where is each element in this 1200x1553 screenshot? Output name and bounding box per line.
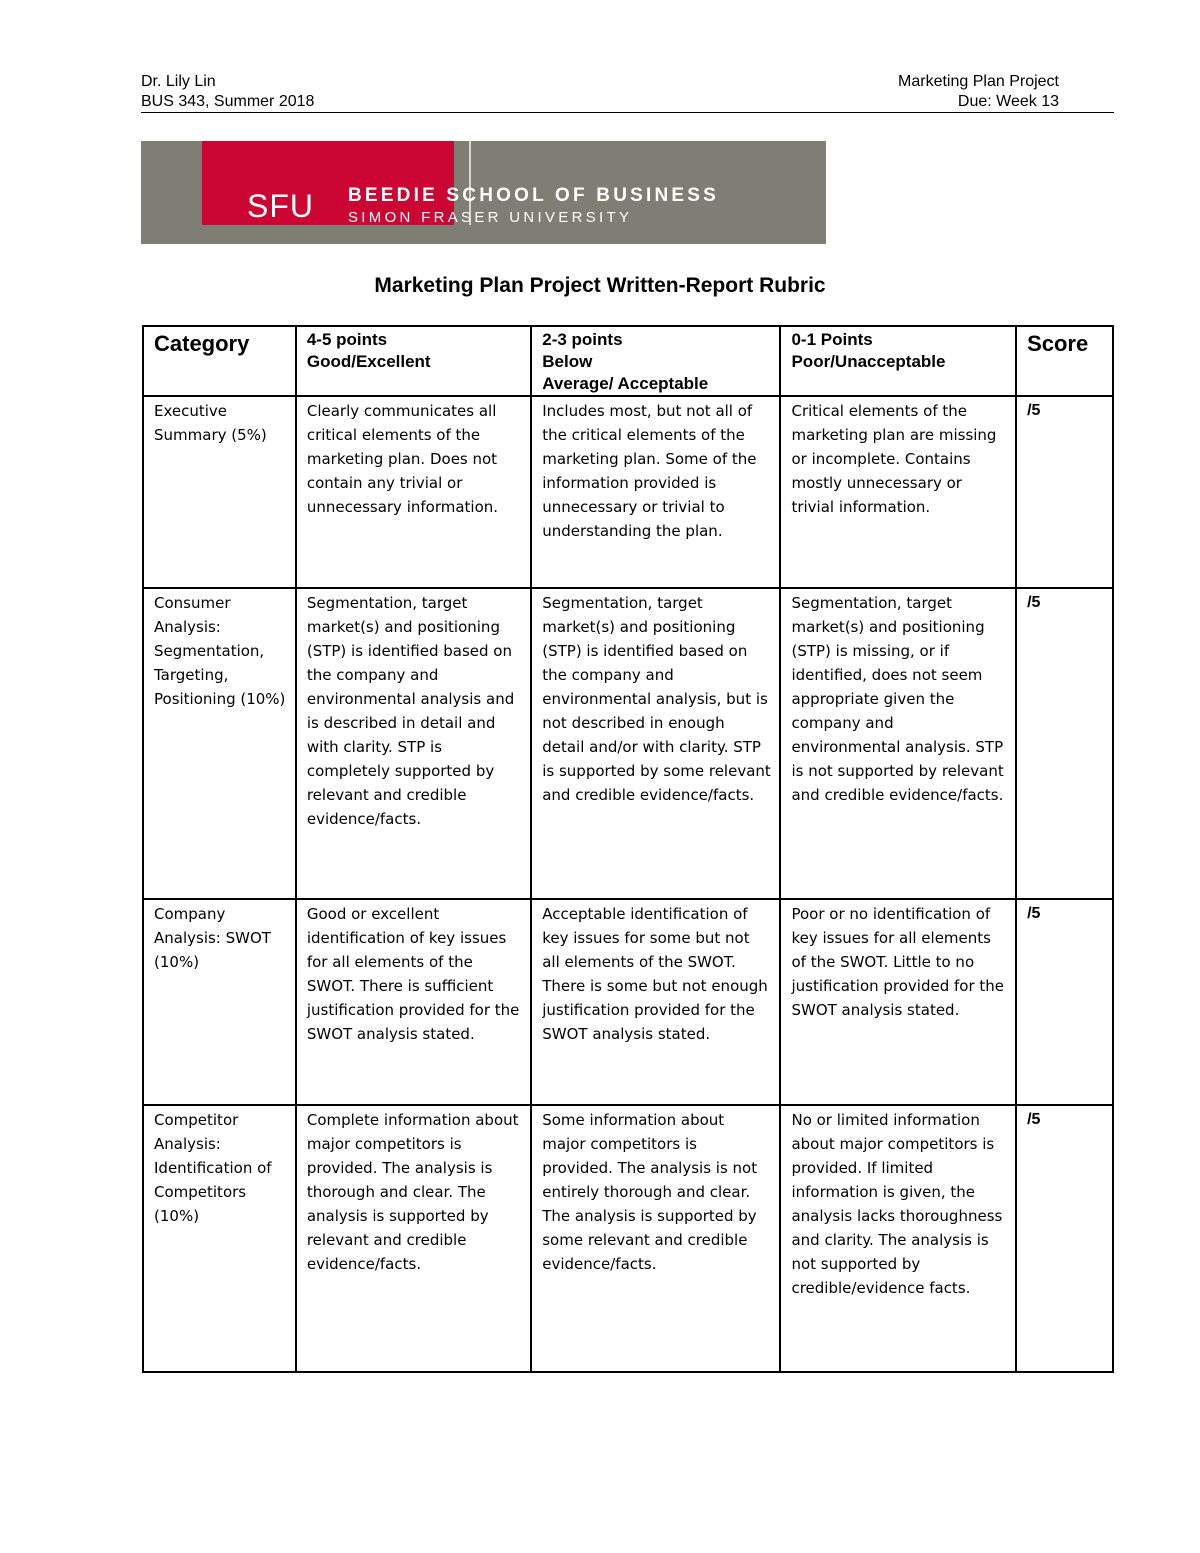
row-poor: Poor or no identification of key issues for all elements of the SWOT. Little to no justification provided for the SWOT analysis stated. xyxy=(780,899,1016,1105)
row-category: Company Analysis: SWOT (10%) xyxy=(143,899,296,1105)
table-row xyxy=(143,396,1113,588)
row-score: /5 xyxy=(1016,1105,1113,1372)
course-term: BUS 343, Summer 2018 xyxy=(141,93,315,110)
project-name: Marketing Plan Project xyxy=(898,73,1059,90)
header-good: 4-5 points Good/Excellent xyxy=(296,326,531,396)
school-name: BEEDIE SCHOOL OF BUSINESS xyxy=(348,185,720,206)
row-category: Executive Summary (5%) xyxy=(143,396,296,588)
rubric-table xyxy=(142,325,1114,1373)
header-poor: 0-1 Points Poor/Unacceptable xyxy=(780,326,1016,396)
header-score: Score xyxy=(1016,326,1113,396)
table-header-row xyxy=(143,326,1113,396)
due-date: Due: Week 13 xyxy=(957,93,1059,110)
row-below: Acceptable identification of key issues for some but not all elements of the SWOT. There is some but not enough justification provided for the SWOT analysis stated. xyxy=(531,899,780,1105)
header-below: 2-3 points Below Average/ Acceptable xyxy=(531,326,780,396)
row-category: Competitor Analysis: Identification of Competitors (10%) xyxy=(143,1105,296,1372)
sfu-logo-text: SFU xyxy=(247,188,314,224)
page-header xyxy=(141,70,1114,113)
header-category: Category xyxy=(143,326,296,396)
row-below: Segmentation, target market(s) and positioning (STP) is identified based on the company and environmental analysis, but is not described in enough detail and/or with clarity. STP is supported by some relevant and credible evidence/facts. xyxy=(531,588,780,899)
row-good: Complete information about major competitors is provided. The analysis is thorough and clear. The analysis is supported by relevant and credible evidence/facts. xyxy=(296,1105,531,1372)
university-name: SIMON FRASER UNIVERSITY xyxy=(348,209,633,226)
row-score: /5 xyxy=(1016,396,1113,588)
row-below: Includes most, but not all of the critical elements of the marketing plan. Some of the information provided is unnecessary or trivial to understanding the plan. xyxy=(531,396,780,588)
row-below: Some information about major competitors is provided. The analysis is not entirely thorough and clear. The analysis is supported by some relevant and credible evidence/facts. xyxy=(531,1105,780,1372)
row-poor: No or limited information about major competitors is provided. If limited information is given, the analysis lacks thoroughness and clarity. The analysis is not supported by credible/evidence facts. xyxy=(780,1105,1016,1372)
row-good: Good or excellent identification of key issues for all elements of the SWOT. There is sufficient justification provided for the SWOT analysis stated. xyxy=(296,899,531,1105)
row-score: /5 xyxy=(1016,899,1113,1105)
table-row xyxy=(143,588,1113,899)
row-poor: Segmentation, target market(s) and positioning (STP) is missing, or if identified, does not seem appropriate given the company and environmental analysis. STP is not supported by relevant and credible evidence/facts. xyxy=(780,588,1016,899)
row-good: Clearly communicates all critical elements of the marketing plan. Does not contain any trivial or unnecessary information. xyxy=(296,396,531,588)
row-poor: Critical elements of the marketing plan are missing or incomplete. Contains mostly unnecessary or trivial information. xyxy=(780,396,1016,588)
row-good: Segmentation, target market(s) and positioning (STP) is identified based on the company and environmental analysis and is described in detail and with clarity. STP is completely supported by relevant and credible evidence/facts. xyxy=(296,588,531,899)
row-score: /5 xyxy=(1016,588,1113,899)
instructor-name: Dr. Lily Lin xyxy=(141,73,216,90)
table-row xyxy=(143,899,1113,1105)
row-category: Consumer Analysis: Segmentation, Targeting, Positioning (10%) xyxy=(143,588,296,899)
page-title: Marketing Plan Project Written-Report Rubric xyxy=(374,274,826,297)
table-row xyxy=(143,1105,1113,1372)
